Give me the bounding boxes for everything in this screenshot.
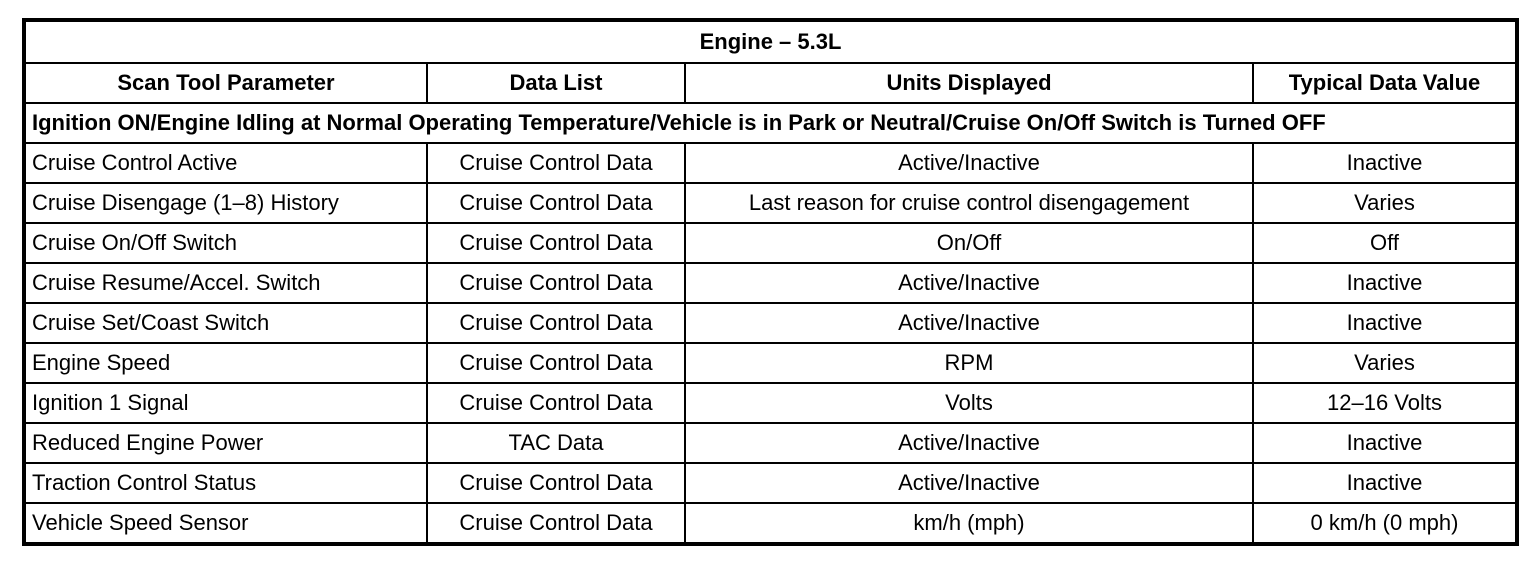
table-row (25, 383, 1516, 423)
cell-data-list: Cruise Control Data (427, 183, 685, 223)
condition-row (25, 103, 1516, 143)
cell-scan-tool-parameter: Vehicle Speed Sensor (25, 503, 427, 543)
cell-units-displayed: km/h (mph) (685, 503, 1253, 543)
table-title: Engine – 5.3L (25, 21, 1516, 63)
scan-tool-data-table (22, 18, 1519, 546)
cell-units-displayed: Last reason for cruise control disengagement (685, 183, 1253, 223)
table-row (25, 263, 1516, 303)
cell-scan-tool-parameter: Ignition 1 Signal (25, 383, 427, 423)
cell-scan-tool-parameter: Cruise Disengage (1–8) History (25, 183, 427, 223)
cell-typical-data-value: Inactive (1253, 303, 1516, 343)
operating-condition: Ignition ON/Engine Idling at Normal Operating Temperature/Vehicle is in Park or Neutral/Cruise On/Off Switch is Turned OFF (25, 103, 1516, 143)
cell-scan-tool-parameter: Cruise Resume/Accel. Switch (25, 263, 427, 303)
cell-typical-data-value: 0 km/h (0 mph) (1253, 503, 1516, 543)
cell-units-displayed: RPM (685, 343, 1253, 383)
cell-data-list: Cruise Control Data (427, 503, 685, 543)
cell-typical-data-value: Varies (1253, 183, 1516, 223)
cell-typical-data-value: Inactive (1253, 423, 1516, 463)
table-row (25, 223, 1516, 263)
cell-scan-tool-parameter: Traction Control Status (25, 463, 427, 503)
cell-units-displayed: Active/Inactive (685, 423, 1253, 463)
cell-scan-tool-parameter: Cruise Control Active (25, 143, 427, 183)
cell-units-displayed: Volts (685, 383, 1253, 423)
table-row (25, 183, 1516, 223)
column-header-typical-data-value: Typical Data Value (1253, 63, 1516, 103)
cell-scan-tool-parameter: Cruise On/Off Switch (25, 223, 427, 263)
cell-typical-data-value: Inactive (1253, 263, 1516, 303)
cell-units-displayed: Active/Inactive (685, 263, 1253, 303)
cell-data-list: Cruise Control Data (427, 463, 685, 503)
column-header-scan-tool-parameter: Scan Tool Parameter (25, 63, 427, 103)
cell-typical-data-value: 12–16 Volts (1253, 383, 1516, 423)
column-header-row (25, 63, 1516, 103)
cell-data-list: Cruise Control Data (427, 383, 685, 423)
table-row (25, 303, 1516, 343)
table-row (25, 343, 1516, 383)
cell-data-list: Cruise Control Data (427, 223, 685, 263)
cell-typical-data-value: Inactive (1253, 463, 1516, 503)
table-row (25, 463, 1516, 503)
cell-scan-tool-parameter: Reduced Engine Power (25, 423, 427, 463)
cell-scan-tool-parameter: Cruise Set/Coast Switch (25, 303, 427, 343)
cell-units-displayed: Active/Inactive (685, 463, 1253, 503)
column-header-data-list: Data List (427, 63, 685, 103)
cell-data-list: TAC Data (427, 423, 685, 463)
cell-data-list: Cruise Control Data (427, 343, 685, 383)
cell-units-displayed: Active/Inactive (685, 303, 1253, 343)
cell-units-displayed: On/Off (685, 223, 1253, 263)
cell-typical-data-value: Varies (1253, 343, 1516, 383)
cell-typical-data-value: Off (1253, 223, 1516, 263)
cell-data-list: Cruise Control Data (427, 143, 685, 183)
cell-scan-tool-parameter: Engine Speed (25, 343, 427, 383)
column-header-units-displayed: Units Displayed (685, 63, 1253, 103)
table-row (25, 503, 1516, 543)
table-row (25, 143, 1516, 183)
cell-units-displayed: Active/Inactive (685, 143, 1253, 183)
table-row (25, 423, 1516, 463)
cell-typical-data-value: Inactive (1253, 143, 1516, 183)
table-title-row (25, 21, 1516, 63)
cell-data-list: Cruise Control Data (427, 303, 685, 343)
cell-data-list: Cruise Control Data (427, 263, 685, 303)
